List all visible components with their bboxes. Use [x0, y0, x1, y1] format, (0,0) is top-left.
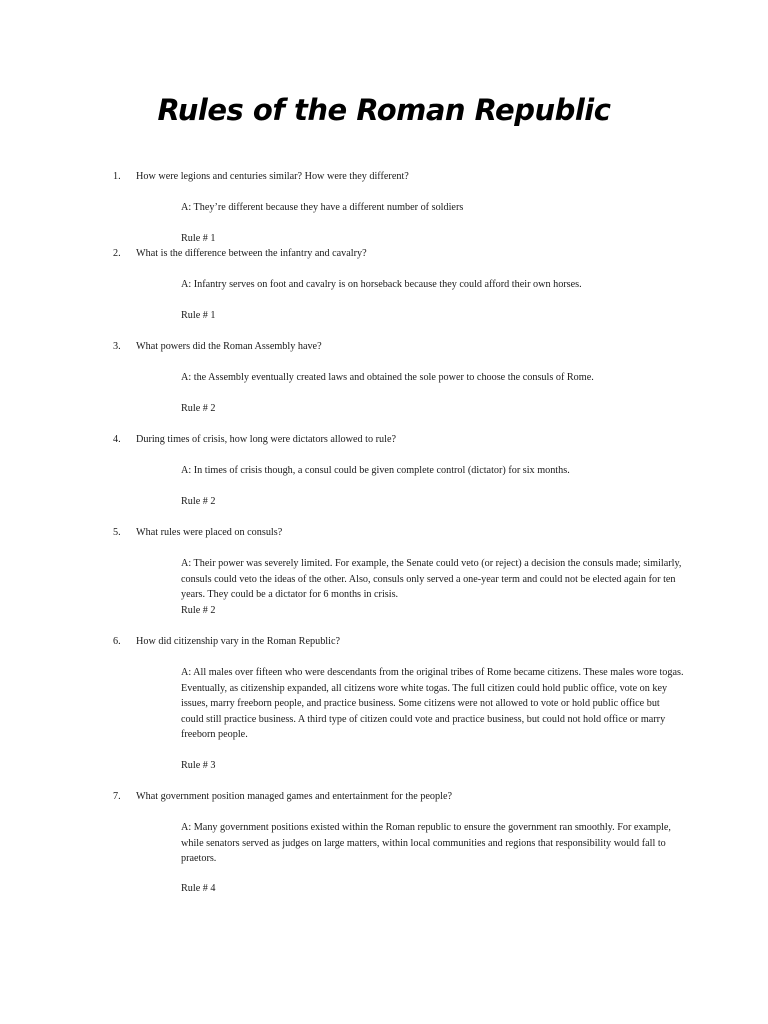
answer-paragraph [136, 820, 684, 867]
answer-paragraph [136, 556, 684, 603]
answer-text: A: Many government positions existed within the Roman republic to ensure the government ran smoothly. For example, while senators served as judges on large matters, within local communities and regions that responsibility would fall to praetors. [181, 822, 671, 865]
rule-label: Rule # 2 [181, 605, 216, 616]
page-title: Rules of the Roman Republic [157, 93, 611, 127]
rule-label: Rule # 1 [181, 233, 216, 244]
question-text: What government position managed games and entertainment for the people? [136, 791, 452, 802]
answer-text: A: Infantry serves on foot and cavalry is on horseback because they could afford their own horses. [181, 279, 582, 290]
answer-text: A: the Assembly eventually created laws and obtained the sole power to choose the consuls of Rome. [181, 372, 594, 383]
rule-label: Rule # 2 [181, 496, 216, 507]
answer-text: A: Their power was severely limited. For example, the Senate could veto (or reject) a decision the consuls made; similarly, consuls could veto the ideas of the other. Also, consuls only served a one-year term and could not be elected again for ten years. They could be a dictator for 6 months in crisis. [181, 558, 682, 601]
question-text: How did citizenship vary in the Roman Republic? [136, 636, 340, 647]
answer-text: A: In times of crisis though, a consul could be given complete control (dictator) for six months. [181, 465, 570, 476]
question-number: 1. [113, 171, 121, 182]
answer-text: A: All males over fifteen who were descendants from the original tribes of Rome became citizens. These males wore togas. Eventually, as citizenship expanded, all citizens wore white togas. The full citizen could hold public office, vote on key issues, marry freeborn people, and practice business. Some citizens were not allowed to vote or hold public office but could still practice business. A third type of citizen could vote and practice business, but could not hold office or marry freeborn people. [181, 667, 684, 741]
question-number: 4. [113, 434, 121, 445]
question-text: How were legions and centuries similar? How were they different? [136, 171, 409, 182]
answer-text: A: They’re different because they have a different number of soldiers [181, 202, 464, 213]
question-text: During times of crisis, how long were dictators allowed to rule? [136, 434, 397, 445]
question-text: What powers did the Roman Assembly have? [136, 341, 322, 352]
rule-label: Rule # 4 [181, 883, 216, 894]
question-text: What rules were placed on consuls? [136, 527, 283, 538]
question-number: 6. [113, 636, 121, 647]
question-number: 7. [113, 791, 121, 802]
question-number: 3. [113, 341, 121, 352]
answer-paragraph [136, 665, 684, 743]
question-number: 2. [113, 248, 121, 259]
rule-label: Rule # 1 [181, 310, 216, 321]
rule-label: Rule # 2 [181, 403, 216, 414]
rule-label: Rule # 3 [181, 760, 216, 771]
question-number: 5. [113, 527, 121, 538]
question-text: What is the difference between the infantry and cavalry? [136, 248, 367, 259]
